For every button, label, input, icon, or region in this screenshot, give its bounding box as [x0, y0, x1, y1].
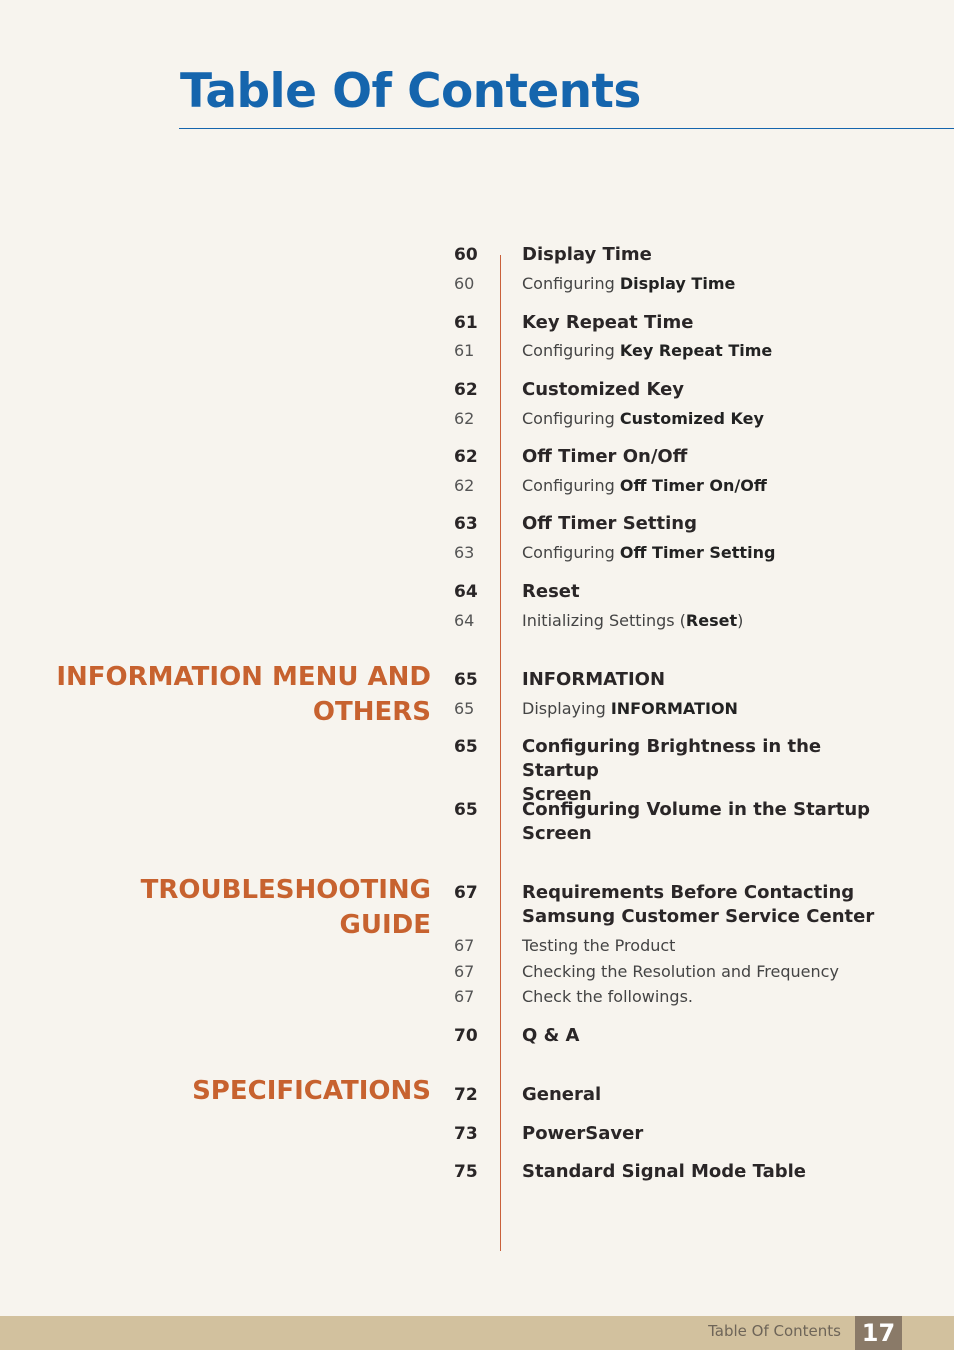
section-information-menu[interactable] — [56, 660, 431, 730]
subentry-text: Check the followings. — [522, 987, 693, 1006]
footer-label: Table Of Contents — [708, 1322, 841, 1340]
section-title-line: TROUBLESHOOTING — [140, 875, 431, 905]
footer-page-number: 17 — [855, 1316, 902, 1350]
page-number: 65 — [454, 737, 478, 757]
entry-title-line: Screen — [522, 823, 592, 844]
section-title-line: GUIDE — [339, 910, 431, 940]
page-number: 63 — [454, 514, 478, 534]
page-number: 64 — [454, 582, 478, 602]
page-number: 67 — [454, 883, 478, 903]
page-number: 62 — [454, 409, 475, 428]
section-troubleshooting[interactable] — [141, 873, 431, 943]
entry-title — [522, 881, 902, 929]
page-number: 67 — [454, 936, 475, 955]
page-number: 65 — [454, 699, 475, 718]
page-number: 65 — [454, 670, 478, 690]
subentry-text: Configuring Customized Key — [522, 409, 764, 428]
entry-title: Standard Signal Mode Table — [522, 1161, 807, 1182]
page-number: 70 — [454, 1026, 478, 1046]
subentry-text: Configuring Off Timer Setting — [522, 543, 776, 562]
entry-title-line: Requirements Before Contacting — [522, 882, 855, 903]
section-title-line: SPECIFICATIONS — [192, 1076, 431, 1106]
page-number: 61 — [454, 341, 475, 360]
entry-title: Off Timer Setting — [522, 513, 697, 534]
entry-title — [522, 735, 902, 807]
entry-title: Customized Key — [522, 379, 685, 400]
subentry-text: Initializing Settings (Reset) — [522, 611, 744, 630]
entry-title: Key Repeat Time — [522, 312, 694, 333]
page-number: 60 — [454, 245, 478, 265]
entry-title: General — [522, 1084, 602, 1105]
page-number: 75 — [454, 1162, 478, 1182]
page-number: 64 — [454, 611, 475, 630]
section-title-line: OTHERS — [312, 697, 431, 727]
page-number: 67 — [454, 987, 475, 1006]
entry-title: PowerSaver — [522, 1123, 644, 1144]
page-number: 63 — [454, 543, 475, 562]
page-number: 62 — [454, 447, 478, 467]
page-title: Table Of Contents — [180, 64, 641, 119]
entry-title: Reset — [522, 581, 580, 602]
entry-title: INFORMATION — [522, 669, 666, 690]
page-number: 65 — [454, 800, 478, 820]
section-specifications[interactable] — [192, 1074, 431, 1109]
entry-title: Q & A — [522, 1025, 580, 1046]
page-number: 62 — [454, 380, 478, 400]
page-number: 62 — [454, 476, 475, 495]
entry-title: Display Time — [522, 244, 652, 265]
subentry-text: Displaying INFORMATION — [522, 699, 738, 718]
subentry-text: Configuring Display Time — [522, 274, 736, 293]
page-number: 73 — [454, 1124, 478, 1144]
subentry-text: Configuring Key Repeat Time — [522, 341, 773, 360]
page-number: 61 — [454, 313, 478, 333]
page-number: 67 — [454, 962, 475, 981]
entry-title-line: Configuring Volume in the Startup — [522, 799, 871, 820]
title-divider — [179, 128, 954, 129]
subentry-text: Configuring Off Timer On/Off — [522, 476, 767, 495]
page-number: 60 — [454, 274, 475, 293]
subentry-text: Checking the Resolution and Frequency — [522, 962, 839, 981]
section-title-line: INFORMATION MENU AND — [56, 662, 431, 692]
column-divider — [500, 255, 501, 1251]
entry-title-line: Samsung Customer Service Center — [522, 906, 875, 927]
entry-title: Off Timer On/Off — [522, 446, 688, 467]
entry-title-line: Screen — [522, 784, 592, 805]
page-number: 72 — [454, 1085, 478, 1105]
entry-title-line: Configuring Brightness in the Startup — [522, 736, 822, 781]
subentry-text: Testing the Product — [522, 936, 676, 955]
entry-title — [522, 798, 902, 846]
